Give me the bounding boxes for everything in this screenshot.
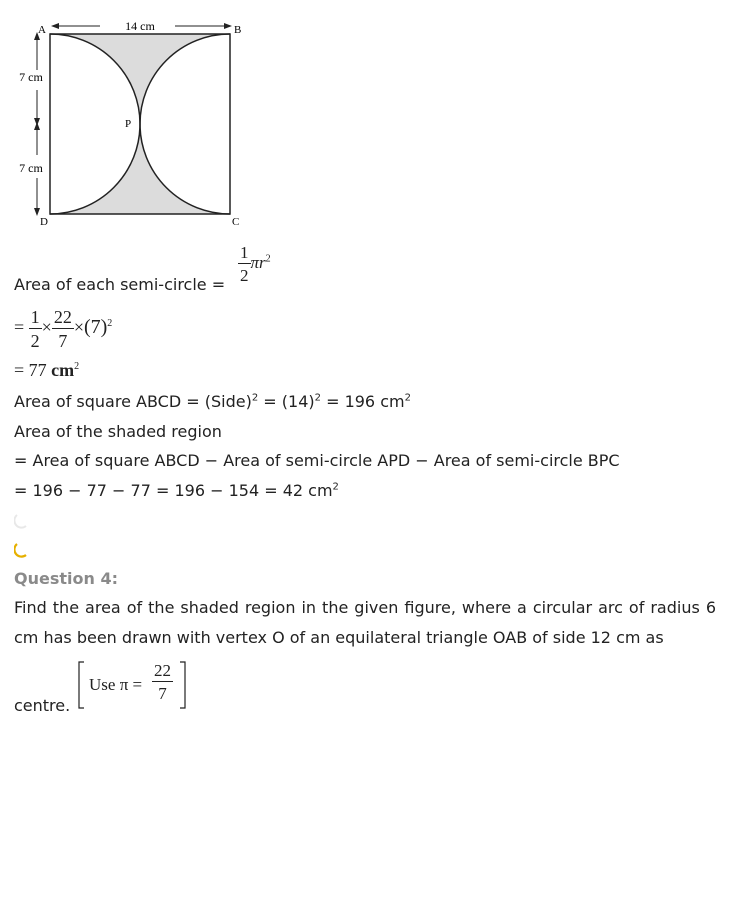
calculation-step-2 [14, 360, 79, 381]
use-pi-numerator: 22 [154, 661, 171, 680]
step1-fraction1-num: 1 [30, 307, 40, 327]
square-exp3: 2 [404, 392, 411, 404]
shaded-result-exponent: 2 [332, 481, 339, 493]
formula-numerator: 1 [240, 243, 249, 262]
question-4-heading: Question 4: [14, 569, 118, 588]
step1-paren: (7) [83, 316, 108, 339]
step1-fraction1-den: 2 [30, 331, 40, 351]
square-semicircles-figure [0, 0, 260, 235]
use-pi-fraction [152, 662, 173, 702]
formula-exponent: 2 [265, 253, 271, 265]
left-lower-dimension-label: 7 cm [19, 161, 43, 175]
vertex-d-label: D [40, 216, 48, 228]
use-pi-denominator: 7 [158, 684, 167, 703]
square-area-mid: = (14) [258, 392, 315, 411]
semicircle-formula [238, 244, 271, 284]
square-exp2: 2 [314, 392, 321, 404]
step1-times2: × [73, 317, 84, 338]
semicircle-area-label: Area of each semi-circle = [14, 275, 226, 294]
vertex-a-label: A [38, 24, 46, 36]
formula-pi-r: πr [250, 252, 266, 272]
vertex-b-label: B [234, 24, 242, 36]
point-p-label: P [125, 118, 132, 130]
question-4-last-word: centre. [14, 696, 71, 715]
square-area-line [14, 392, 411, 411]
step1-exponent: 2 [107, 318, 113, 330]
vertex-c-label: C [232, 216, 240, 228]
loading-spinner-icon [14, 542, 30, 558]
question-4-text: Find the area of the shaded region in the given figure, where a circular arc of radius 6 cm has been drawn with vertex O of an equilateral triangle OAB of side 12 cm as [14, 598, 716, 647]
square-area-result: = 196 cm [320, 392, 405, 411]
shaded-region-heading: Area of the shaded region [14, 422, 222, 441]
left-upper-dimension-label: 7 cm [19, 70, 43, 84]
step1-fraction2-num: 22 [53, 307, 72, 327]
step1-times1: × [41, 317, 52, 338]
loading-spinner-icon [14, 513, 30, 529]
use-pi-label: Use π = [89, 675, 143, 694]
shaded-region-line2 [14, 481, 339, 500]
square-area-text: Area of square ABCD = (Side) [14, 392, 252, 411]
square-exp1: 2 [251, 392, 259, 404]
step2-value: = 77 [14, 360, 52, 380]
step2-unit: cm [51, 360, 75, 380]
top-dimension-label: 14 cm [125, 19, 155, 33]
shaded-region-line1: = Area of square ABCD − Area of semi-circle APD − Area of semi-circle BPC [14, 451, 620, 470]
formula-denominator: 2 [240, 266, 249, 285]
step1-equals: = [14, 317, 25, 338]
calculation-step-1 [14, 308, 112, 350]
step1-fraction2-den: 7 [58, 331, 68, 351]
step2-exponent: 2 [74, 361, 80, 372]
shaded-result-text: = 196 − 77 − 77 = 196 − 154 = 42 cm [14, 481, 333, 500]
